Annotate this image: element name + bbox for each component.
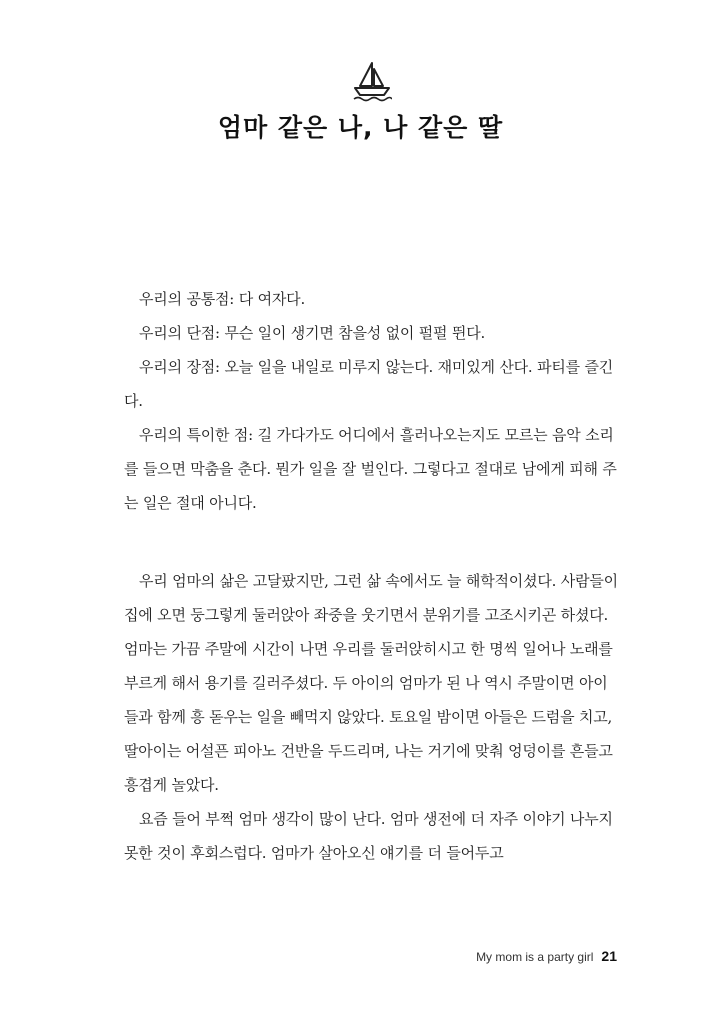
paragraph: 우리의 공통점: 다 여자다. [139, 290, 306, 308]
paragraph: 우리의 단점: 무슨 일이 생기면 참을성 없이 펄펄 뛴다. [139, 324, 486, 342]
paragraph: 우리 엄마의 삶은 고달팠지만, 그런 삶 속에서도 늘 해학적이셨다. 사람들이 집에 오면 둥그렇게 둘러앉아 좌중을 웃기면서 분위기를 고조시키곤 하셨다. 엄마는 가끔 주말에 시간이 나면 우리를 둘러앉히시고 한 명씩 일어나 노래를 부르게 해서 용기를 길러주셨다. 두 아이의 엄마가 된 나 역시 주말이면 아이들과 함께 흥 돋우는 일을 빼먹지 않았다. 토요일 밤이면 아들은 드럼을 치고, 딸아이는 어설픈 피아노 건반을 두드리며, 나는 거기에 맞춰 엉덩이를 흔들고 흥겹게 놀았다. [124, 572, 618, 794]
sailboat-icon [352, 60, 392, 102]
page-number: 21 [601, 948, 617, 964]
paragraph: 요즘 들어 부쩍 엄마 생각이 많이 난다. 엄마 생전에 더 자주 이야기 나누지 못한 것이 후회스럽다. 엄마가 살아오신 얘기를 더 들어두고 [124, 810, 613, 862]
running-title: My mom is a party girl [476, 950, 594, 964]
body-text-top [124, 282, 620, 520]
paragraph: 우리의 특이한 점: 길 가다가도 어디에서 흘러나오는지도 모르는 음악 소리를 들으면 막춤을 춘다. 뭔가 일을 잘 벌인다. 그렇다고 절대로 남에게 피해 주는 일은 절대 아니다. [124, 426, 617, 512]
body-text-bottom [124, 564, 620, 870]
chapter-title: 엄마 같은 나, 나 같은 딸 [217, 113, 504, 142]
paragraph: 우리의 장점: 오늘 일을 내일로 미루지 않는다. 재미있게 산다. 파티를 즐긴다. [124, 358, 614, 410]
page-footer [476, 948, 617, 964]
